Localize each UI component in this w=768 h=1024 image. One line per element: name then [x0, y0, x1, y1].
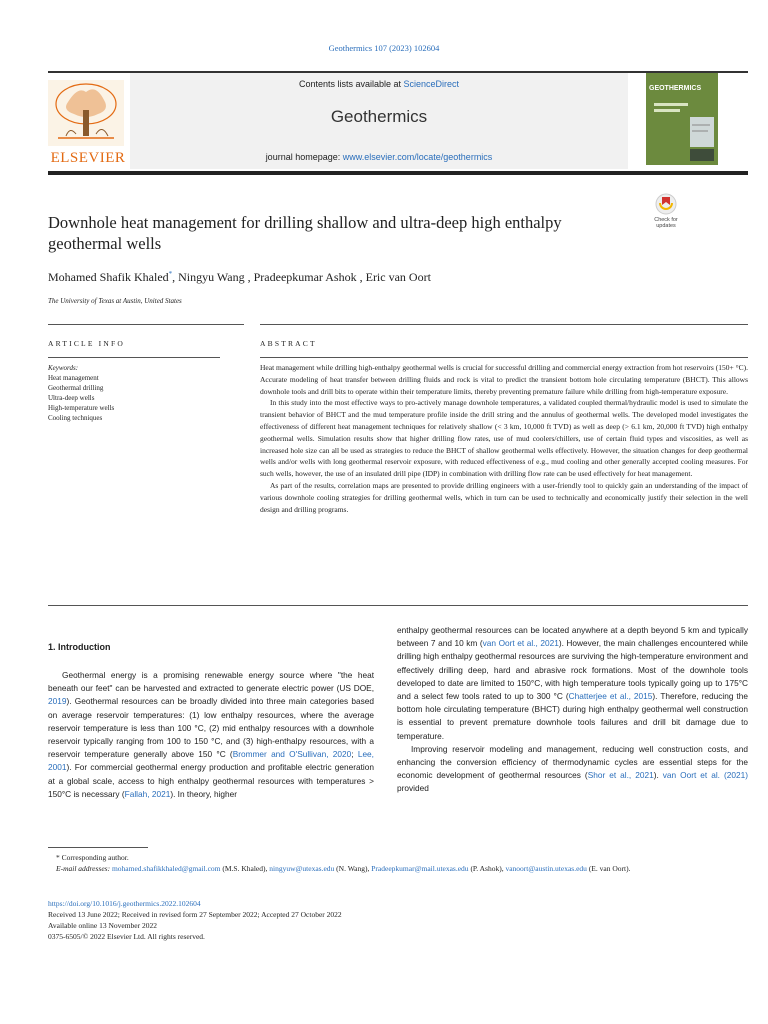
body-paragraph [397, 624, 748, 743]
abstract-text [260, 362, 748, 515]
abstract-bottom-rule [48, 605, 748, 606]
email-owner: (M.S. Khaled), [220, 864, 270, 873]
body-text: enthalpy geothermal resources can be located anywhere at a depth beyond 5 km and typically between 7 and 10 km ( [397, 625, 748, 649]
keywords-label: Keywords: [48, 364, 79, 372]
abstract-heading-rule [260, 357, 748, 358]
reference-link[interactable]: Lee, 2001 [48, 749, 374, 773]
contents-line [130, 79, 628, 89]
author-separator: , [244, 270, 254, 284]
badge-line1: Check for [654, 217, 678, 223]
reference-link[interactable]: van Oort et al. (2021) [662, 770, 748, 781]
homepage-prefix: journal homepage: [265, 152, 343, 162]
author-separator: , [172, 270, 179, 284]
body-text: ). However, the main challenges encountered while drilling high enthalpy geothermal resources are surviving the high-temperature environment and effectively drilling deep, hard and abrasive rock formations. Most of the downhole tools developed to date are limited to 150°C, with high temperature tools typically going up to 175°C and a select few tools rated to up to 300 °C ( [397, 638, 748, 702]
email-link[interactable]: vanoort@austin.utexas.edu [505, 864, 587, 873]
body-column-right [397, 624, 748, 796]
body-text: ). [653, 770, 663, 781]
email-label: E-mail addresses: [56, 864, 111, 873]
body-text: Improving reservoir modeling and management, reducing well construction costs, and enhancing the conversion efficiency of thermodynamic cycles are essential steps for the economic development of geothermal resources ( [397, 743, 748, 781]
body-text: ). Geothermal resources can be broadly divided into three main categories based on average reservoir temperatures: (1) low enthalpy resources, where the average reservoir temperature is less than 100 °C, (2) mid enthalpy resources with a downhole reservoir typically ranging from 100 to 150 °C, and (3) high-enthalpy resources, with a reservoir temperature generally above 150 °C ( [48, 696, 374, 760]
reference-link[interactable]: Chatterjee et al., 2015 [568, 691, 653, 702]
reference-link[interactable]: Shor et al., 2021 [587, 770, 654, 781]
body-text: Geothermal energy is a promising renewable energy source where "the heat beneath our feet" can be harvested and extracted to generate electric power (US DOE, [48, 670, 374, 694]
corresponding-author-note: * Corresponding author. [56, 853, 129, 862]
author-separator: , [356, 270, 366, 284]
body-paragraph [48, 669, 374, 801]
footnote-rule [48, 847, 148, 848]
footnotes [48, 852, 748, 874]
reference-link[interactable]: van Oort et al., 2021 [482, 638, 559, 649]
email-link[interactable]: Pradeepkumar@mail.utexas.edu [371, 864, 469, 873]
author-name[interactable]: Mohamed Shafik Khaled [48, 270, 169, 284]
journal-title: Geothermics [330, 107, 428, 126]
abstract-heading: ABSTRACT [260, 339, 317, 348]
keyword-item: Heat management [48, 374, 99, 382]
elsevier-tree-logo-icon [48, 80, 124, 146]
section-heading-introduction: 1. Introduction [48, 642, 111, 652]
email-link[interactable]: ningyuw@utexas.edu [269, 864, 335, 873]
copyright: 0375-6505/© 2022 Elsevier Ltd. All rights reserved. [48, 932, 205, 941]
abstract-paragraph: In this study into the most effective ways to pro-actively manage downhole temperatures, a validated coupled thermal/hydraulic model is used to simulate the transient behavior of BHCT and the mud temperature profile inside the drill string and the annulus of geothermal wells. The developed model investigates the effectiveness of different heat management techniques for relatively shallow (< 3 km, 10,000 ft TVD) as well as deep (> 6.1 km, 20,000 ft TVD) high enthalpy geothermal wells. Simulation results show that higher drilling flow rates, use of mud coolers/chillers, use of certain fluid types and viscosities, as well as increased hole size can all be used as strategies to reduce the BHCT of shallow geothermal wells effectively. However, the situation changes for deep geothermal wells and/or wells with long geothermal reservoir exposure, with reduced effectiveness of e.g., mud cooling and other generally accepted cooling measures. For such wells, however, the use of an insulated drill pipe (IDP) in combination with drilling flow rate can be used effectively for heat management. [260, 398, 748, 479]
body-text: ; [351, 749, 358, 760]
check-for-updates-badge[interactable] [646, 193, 686, 231]
reference-link[interactable]: Brommer and O'Sullivan, 2020 [232, 749, 352, 760]
abstract-paragraph: Heat management while drilling high-enthalpy geothermal wells is crucial for successful drilling and commercial energy extraction from hot reservoirs (150+ °C). Accurate modeling of heat transfer between drilling fluids and rock is vital to predict the transient bottom hole circulating temperature (BHCT). This allows downhole tools and drill bits to operate within their temperature limits, thereby preventing premature failure while drilling from high-temperature exposure. [260, 363, 748, 396]
info-top-rule [48, 324, 244, 325]
contents-prefix: Contents lists available at [298, 79, 404, 89]
author-list [48, 270, 431, 285]
body-column-left [48, 669, 374, 801]
badge-line2: updates [656, 223, 676, 229]
reference-link[interactable]: Fallah, 2021 [124, 788, 171, 799]
check-updates-icon [655, 193, 677, 215]
info-heading-rule [48, 357, 220, 358]
body-text: ). For commercial geothermal energy production and profitable electric generation at a global scale, access to high enthalpy geothermal resources with temperatures > 150°C is necessary ( [48, 762, 374, 799]
abstract-paragraph: As part of the results, correlation maps are presented to provide drilling engineers with a user-friendly tool to quickly gain an understanding of the impact of various downhole cooling strategies for drilling geothermal wells, which in turn can be used to technically and economically justify their selection in the well design and drilling programs. [260, 480, 748, 514]
article-info-heading: ARTICLE INFO [48, 339, 125, 348]
article-meta [48, 898, 342, 942]
body-text: ). Therefore, reducing the bottom hole circulating temperature (BHCT) during high enthalpy geothermal well construction is essential to prevent premature downhole tools failures and drill bit damage due to temperature. [397, 691, 749, 741]
cover-title: GEOTHERMICS [649, 85, 702, 92]
email-addresses [48, 863, 748, 874]
reference-link[interactable]: 2019 [48, 696, 67, 707]
email-owner: (P. Ashok), [468, 864, 506, 873]
body-text: ). In theory, higher [170, 788, 238, 799]
publisher-wordmark: ELSEVIER [50, 150, 126, 166]
doi-link[interactable]: https://doi.org/10.1016/j.geothermics.2022.102604 [48, 899, 201, 908]
abstract-top-rule [260, 324, 748, 325]
journal-cover-thumbnail[interactable] [646, 73, 718, 165]
body-text: provided [397, 783, 429, 794]
email-link[interactable]: mohamed.shafikkhaled@gmail.com [111, 864, 221, 873]
available-online: Available online 13 November 2022 [48, 921, 157, 930]
keyword-item: High-temperature wells [48, 404, 115, 412]
email-owner: (N. Wang), [334, 864, 372, 873]
affiliation: The University of Texas at Austin, United States [48, 297, 182, 305]
keyword-item: Cooling techniques [48, 414, 103, 422]
author-name[interactable]: Ningyu Wang [178, 270, 245, 284]
sciencedirect-link[interactable]: ScienceDirect [403, 79, 460, 89]
keyword-item: Geothermal drilling [48, 384, 104, 392]
author-name[interactable]: Pradeepkumar Ashok [253, 270, 357, 284]
keywords-block [48, 363, 114, 423]
body-paragraph [397, 743, 748, 796]
journal-citation[interactable]: Geothermics 107 (2023) 102604 [328, 43, 440, 53]
journal-homepage-link[interactable]: www.elsevier.com/locate/geothermics [342, 152, 493, 162]
received-dates: Received 13 June 2022; Received in revised form 27 September 2022; Accepted 27 October 2022 [48, 910, 342, 919]
keyword-item: Ultra-deep wells [48, 394, 95, 402]
masthead-bottom-rule [48, 171, 748, 175]
author-mark[interactable]: * [168, 270, 173, 278]
author-name[interactable]: Eric van Oort [365, 270, 431, 284]
email-owner: (E. van Oort). [586, 864, 631, 873]
article-title: Downhole heat management for drilling shallow and ultra-deep high enthalpy geothermal wells [48, 213, 562, 253]
homepage-line [130, 152, 628, 162]
cover-photo-icon [646, 97, 718, 165]
